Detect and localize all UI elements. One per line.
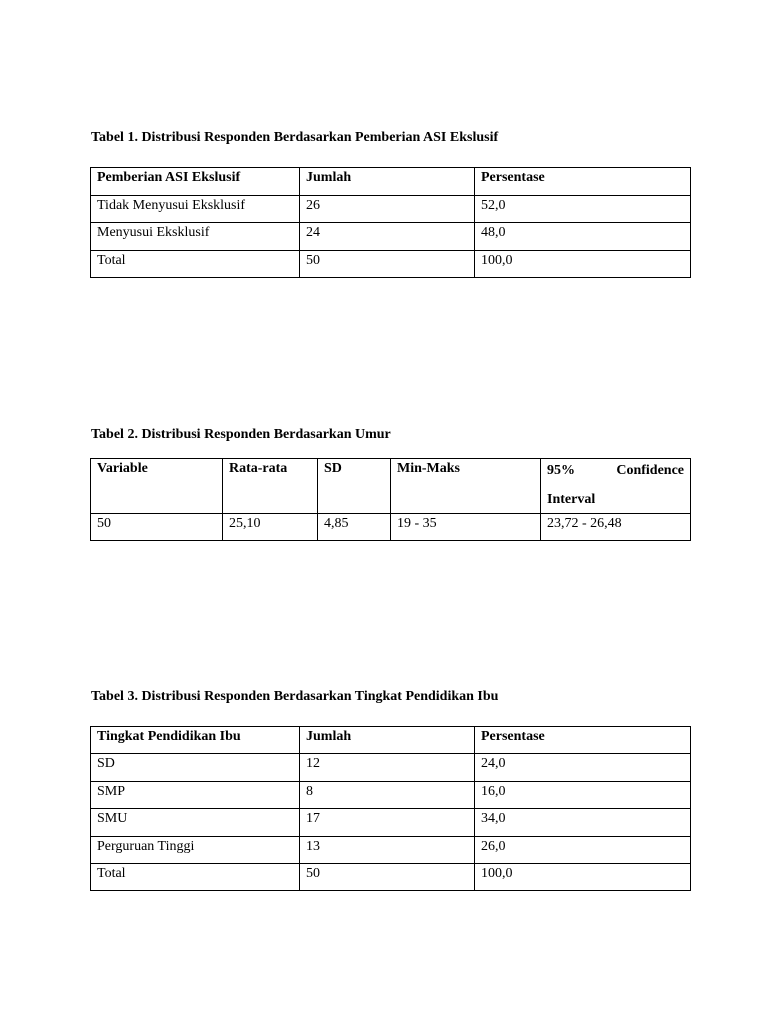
table-row-total <box>91 250 691 278</box>
table-2-caption: Tabel 2. Distribusi Responden Berdasarkan Umur <box>91 427 391 442</box>
header-cell: SD <box>318 459 391 514</box>
table-header-row <box>91 168 691 196</box>
table-cell: Tidak Menyusui Eksklusif <box>91 195 300 223</box>
table-cell: SD <box>91 754 300 781</box>
header-cell: Persentase <box>475 168 691 196</box>
table-3-caption: Tabel 3. Distribusi Responden Berdasarkan Tingkat Pendidikan Ibu <box>91 689 499 704</box>
table-row <box>91 514 691 541</box>
table-header-row <box>91 459 691 514</box>
table-row <box>91 781 691 808</box>
table-row-total <box>91 863 691 890</box>
table-cell: SMU <box>91 809 300 836</box>
table-cell: 12 <box>300 754 475 781</box>
table-cell: 100,0 <box>475 250 691 278</box>
table-cell: 52,0 <box>475 195 691 223</box>
header-cell-confidence-interval <box>541 459 691 514</box>
table-cell: 4,85 <box>318 514 391 541</box>
table-cell: 34,0 <box>475 809 691 836</box>
table-cell: Perguruan Tinggi <box>91 836 300 863</box>
table-cell: 50 <box>300 863 475 890</box>
table-cell: 16,0 <box>475 781 691 808</box>
table-row <box>91 195 691 223</box>
table-row <box>91 809 691 836</box>
table-cell: Total <box>91 863 300 890</box>
header-cell: Tingkat Pendidikan Ibu <box>91 727 300 754</box>
header-cell: Jumlah <box>300 168 475 196</box>
table-3 <box>90 726 691 891</box>
table-cell: Menyusui Eksklusif <box>91 223 300 251</box>
table-cell: 25,10 <box>223 514 318 541</box>
table-cell: 50 <box>300 250 475 278</box>
table-cell: 26 <box>300 195 475 223</box>
ci-header-part: 95% <box>547 463 575 478</box>
table-cell: 8 <box>300 781 475 808</box>
table-1-caption: Tabel 1. Distribusi Responden Berdasarkan Pemberian ASI Ekslusif <box>91 130 499 145</box>
table-cell: 100,0 <box>475 863 691 890</box>
ci-header-part: Confidence <box>616 463 684 478</box>
table-row <box>91 223 691 251</box>
table-cell: 24 <box>300 223 475 251</box>
header-cell: Min-Maks <box>391 459 541 514</box>
header-cell: Pemberian ASI Ekslusif <box>91 168 300 196</box>
header-cell: Jumlah <box>300 727 475 754</box>
table-cell: 23,72 - 26,48 <box>541 514 691 541</box>
table-cell: 13 <box>300 836 475 863</box>
table-2 <box>90 458 691 541</box>
header-cell: Persentase <box>475 727 691 754</box>
table-cell: 19 - 35 <box>391 514 541 541</box>
table-cell: 48,0 <box>475 223 691 251</box>
table-cell: 26,0 <box>475 836 691 863</box>
table-header-row <box>91 727 691 754</box>
table-cell: Total <box>91 250 300 278</box>
header-cell: Variable <box>91 459 223 514</box>
table-row <box>91 754 691 781</box>
header-cell: Rata-rata <box>223 459 318 514</box>
table-cell: 24,0 <box>475 754 691 781</box>
table-cell: 17 <box>300 809 475 836</box>
table-1 <box>90 167 691 278</box>
table-row <box>91 836 691 863</box>
table-cell: 50 <box>91 514 223 541</box>
table-cell: SMP <box>91 781 300 808</box>
ci-header-part: Interval <box>547 492 596 507</box>
